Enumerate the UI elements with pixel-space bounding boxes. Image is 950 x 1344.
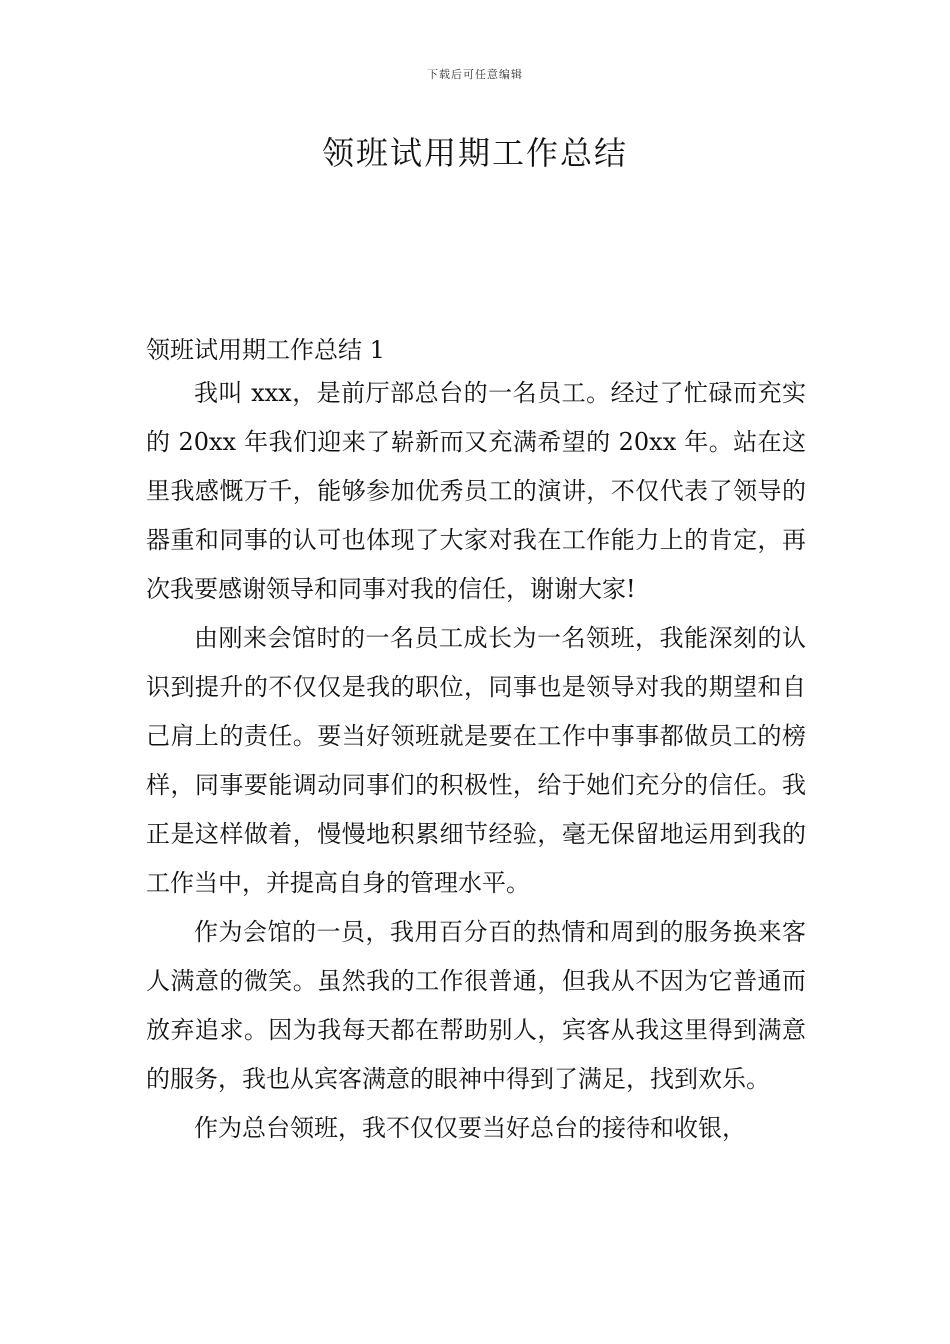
paragraph-1: 我叫 xxx，是前厅部总台的一名员工。经过了忙碌而充实的 20xx 年我们迎来了崭新而又充满希望的 20xx 年。站在这里我感慨万千，能够参加优秀员工的演讲，不仅代表了领导的器重和同事的认可也体现了大家对我在工作能力上的肯定，再次我要感谢领导和同事对我的信任，谢谢大家! (146, 379, 806, 603)
document-body (146, 331, 806, 1153)
header-note: 下载后可任意编辑 (427, 68, 523, 81)
paragraph-2: 由刚来会馆时的一名员工成长为一名领班，我能深刻的认识到提升的不仅仅是我的职位，同事也是领导对我的期望和自己肩上的责任。要当好领班就是要在工作中事事都做员工的榜样，同事要能调动同事们的积极性，给于她们充分的信任。我正是这样做着，慢慢地积累细节经验，毫无保留地运用到我的工作当中，并提高自身的管理水平。 (146, 624, 806, 897)
paragraph-3: 作为会馆的一员，我用百分百的热情和周到的服务换来客人满意的微笑。虽然我的工作很普通，但我从不因为它普通而放弃追求。因为我每天都在帮助别人，宾客从我这里得到满意的服务，我也从宾客满意的眼神中得到了满足，找到欢乐。 (146, 918, 806, 1093)
section-heading: 领班试用期工作总结 1 (146, 336, 385, 364)
paragraph-4: 作为总台领班，我不仅仅要当好总台的接待和收银， (194, 1114, 746, 1142)
document-title: 领班试用期工作总结 (321, 134, 628, 172)
